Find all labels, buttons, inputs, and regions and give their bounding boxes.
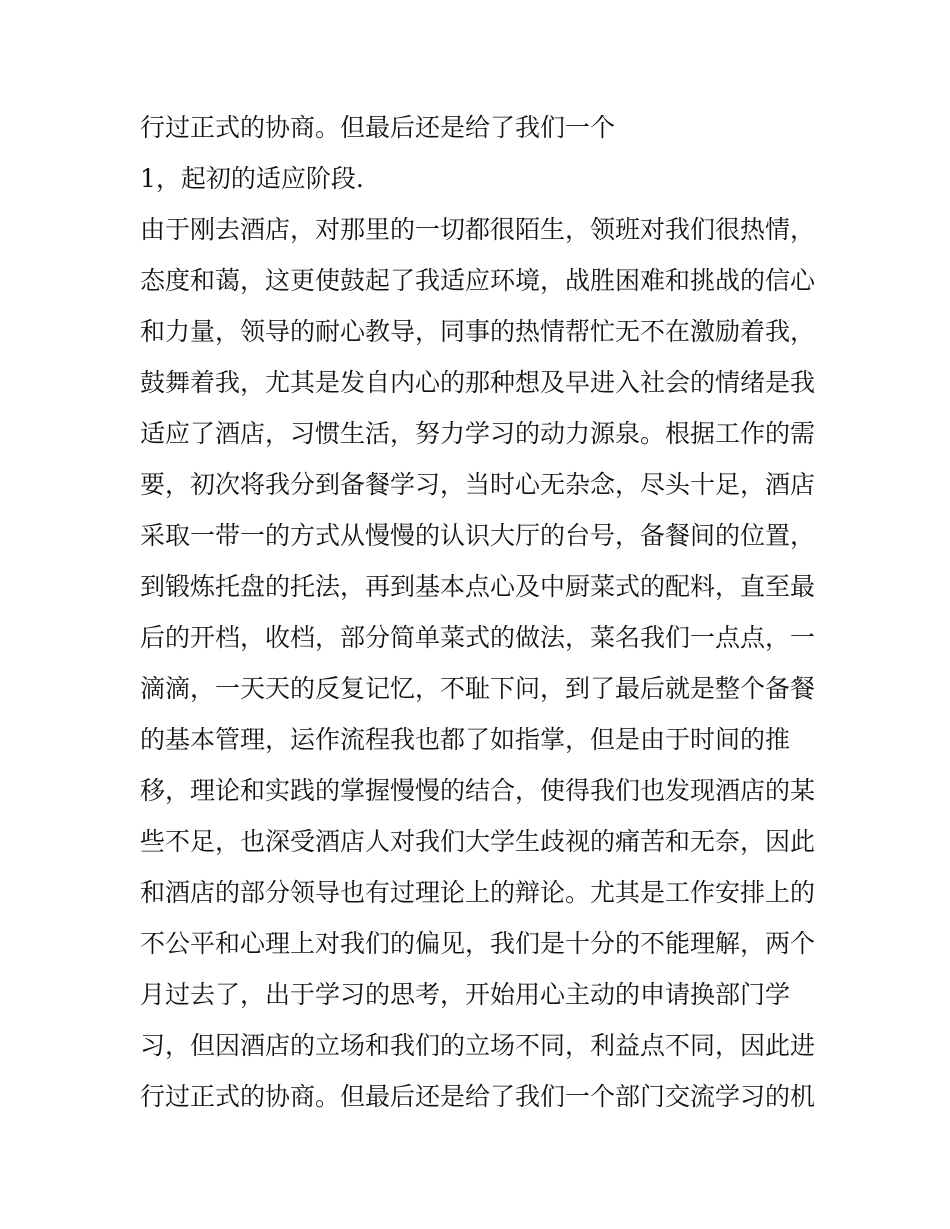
text-line-16: 和酒店的部分领导也有过理论上的辩论。尤其是工作安排上的: [140, 878, 816, 907]
text-line-9: 采取一带一的方式从慢慢的认识大厅的台号，备餐间的位置，: [140, 521, 816, 550]
text-line-17: 不公平和心理上对我们的偏见，我们是十分的不能理解，两个: [140, 929, 816, 958]
text-line-3: 由于刚去酒店，对那里的一切都很陌生，领班对我们很热情，: [140, 215, 816, 244]
text-line-7: 适应了酒店，习惯生活，努力学习的动力源泉。根据工作的需: [140, 419, 816, 448]
text-line-1: 行过正式的协商。但最后还是给了我们一个: [140, 113, 616, 142]
text-line-10: 到锻炼托盘的托法，再到基本点心及中厨菜式的配料，直至最: [140, 572, 816, 601]
text-line-12: 滴滴，一天天的反复记忆，不耻下问，到了最后就是整个备餐: [140, 674, 816, 703]
text-line-6: 鼓舞着我，尤其是发自内心的那种想及早进入社会的情绪是我: [140, 368, 816, 397]
text-line-15: 些不足，也深受酒店人对我们大学生歧视的痛苦和无奈，因此: [140, 827, 816, 856]
text-line-2: 1，起初的适应阶段.: [140, 164, 364, 193]
text-line-8: 要，初次将我分到备餐学习，当时心无杂念，尽头十足，酒店: [140, 470, 816, 499]
text-line-19: 习，但因酒店的立场和我们的立场不同，利益点不同，因此进: [140, 1031, 816, 1060]
text-line-18: 月过去了，出于学习的思考，开始用心主动的申请换部门学: [140, 980, 791, 1009]
text-line-13: 的基本管理，运作流程我也都了如指掌，但是由于时间的推: [140, 725, 791, 754]
text-line-20: 行过正式的协商。但最后还是给了我们一个部门交流学习的机: [140, 1082, 816, 1111]
text-line-4: 态度和蔼，这更使鼓起了我适应环境，战胜困难和挑战的信心: [140, 266, 816, 295]
text-line-14: 移，理论和实践的掌握慢慢的结合，使得我们也发现酒店的某: [140, 776, 816, 805]
text-line-5: 和力量，领导的耐心教导，同事的热情帮忙无不在激励着我，: [140, 317, 816, 346]
text-line-11: 后的开档，收档，部分简单菜式的做法，菜名我们一点点，一: [140, 623, 816, 652]
